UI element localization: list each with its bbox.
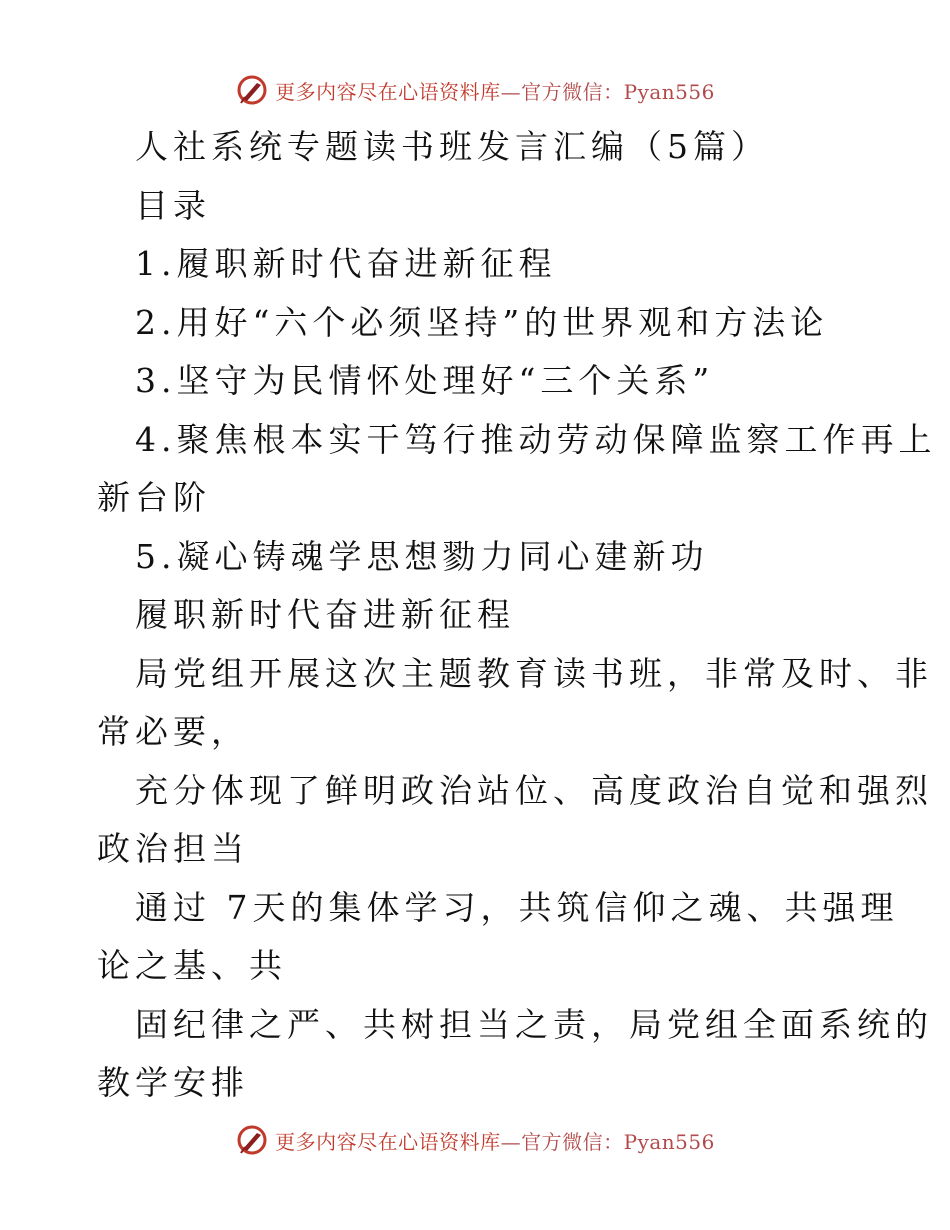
toc-item-5: 5.凝心铸魂学思想勠力同心建新功 [135,536,709,576]
feather-pen-logo-icon [235,73,269,107]
toc-item-1: 1.履职新时代奋进新征程 [135,244,557,283]
paragraph-line: 固纪律之严、共树担当之责，局党组全面系统的 [135,1004,933,1044]
toc-item-3: 3.坚守为民情怀处理好“三个关系” [135,361,715,400]
paragraph-line: 教学安排 [97,1063,249,1102]
document-title: 人社系统专题读书班发言汇编（5篇） [135,127,769,166]
paragraph-line: 充分体现了鲜明政治站位、高度政治自觉和强烈 [135,770,933,810]
paragraph-line: 论之基、共 [97,946,287,985]
paragraph-line: 常必要， [97,712,249,751]
toc-item-4: 4.聚焦根本实干笃行推动劳动保障监察工作再上 [135,419,937,459]
document-body [97,118,937,1113]
section-heading: 履职新时代奋进新征程 [135,595,515,634]
paragraph-line: 局党组开展这次主题教育读书班，非常及时、非 [135,653,933,693]
watermark-text: 更多内容尽在心语资料库—官方微信：Pyan556 [275,1129,715,1154]
paragraph-line: 通过 7天的集体学习，共筑信仰之魂、共强理 [135,887,899,927]
paragraph-line: 政治担当 [97,829,249,868]
toc-item-4-continued: 新台阶 [97,478,211,517]
toc-heading: 目录 [135,185,211,225]
toc-item-2: 2.用好“六个必须坚持”的世界观和方法论 [135,302,829,342]
feather-pen-logo-icon [235,1123,269,1157]
watermark-banner-top [0,70,950,110]
watermark-banner-bottom [0,1120,950,1160]
watermark-text: 更多内容尽在心语资料库—官方微信：Pyan556 [275,79,715,104]
